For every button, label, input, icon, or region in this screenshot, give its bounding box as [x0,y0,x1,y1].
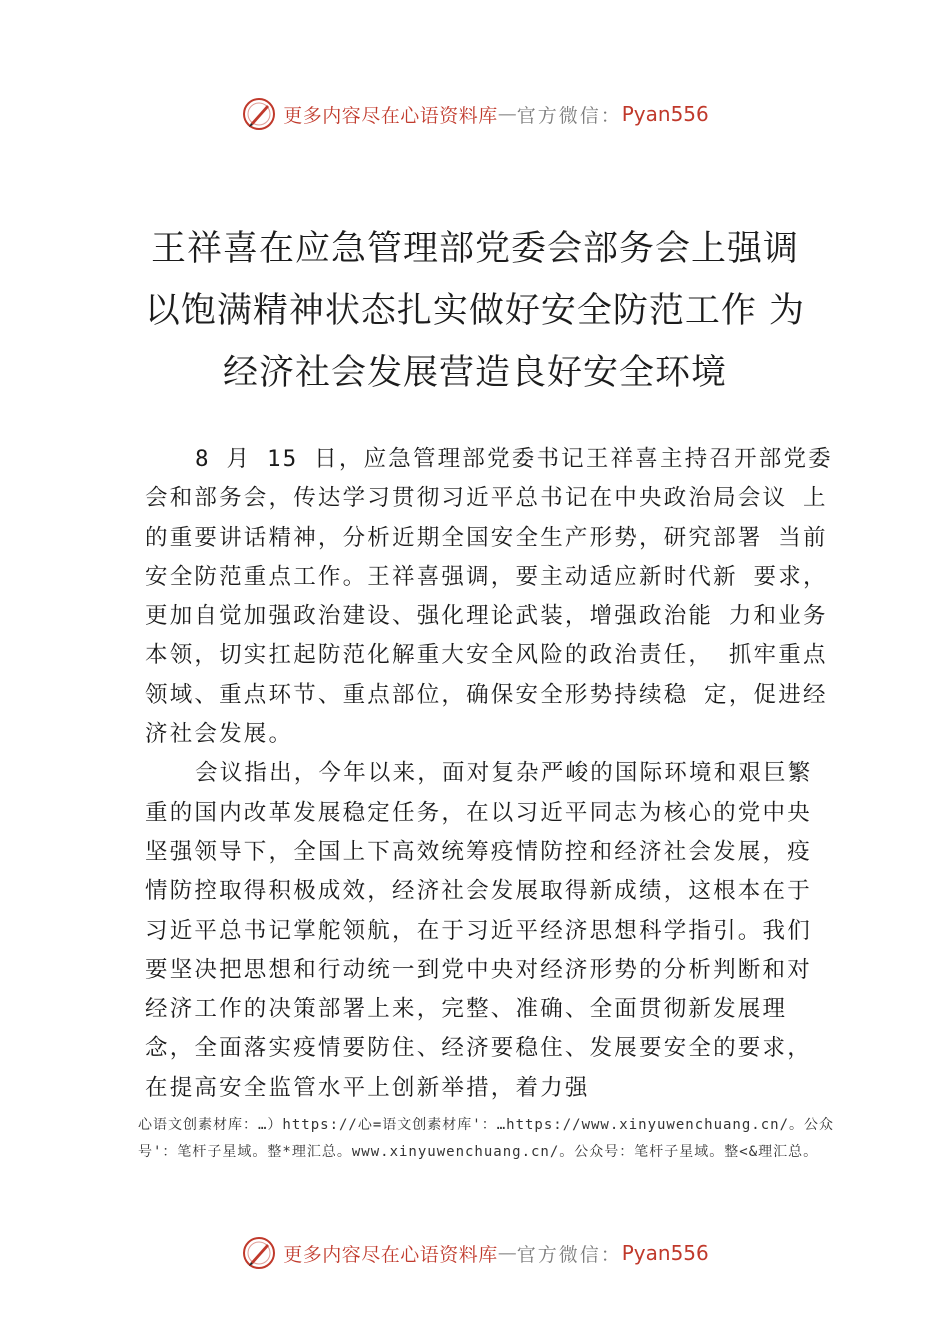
quill-pen-logo-icon [241,1235,277,1271]
banner-dash: — [497,1242,517,1264]
paragraph: 会议指出，今年以来，面对复杂严峻的国际环境和艰巨繁重的国内改革发展稳定任务，在以习近平同志为核心的党中央坚强领导下，全国上下高效统筹疫情防控和经济社会发展，疫情防控取得积极成效，经济社会发展取得新成绩，这根本在于习近平总书记掌舵领航，在于习近平经济思想科学指引。我们 要坚决把思想和行动统一到党中央对经济形势的分析判断和对经济工作的决策部署上来，完整、准确、全面贯彻新发展理念，全面落实疫情要防住、经济要稳住、发展要安全的要求，在提高安全监管水平上创新举措，着力强 [145,760,813,1101]
banner-wechat-id: Pyan556 [621,1241,709,1265]
title-line: 经济社会发展营造良好安全环境 [222,353,727,393]
banner-label: 官方微信： [516,1243,622,1266]
paragraph: 8 月 15 日，应急管理部党委书记王祥喜主持召开部党委会和部务会，传达学习贯彻习近平总书记在中央政治局会议 上的重要讲话精神，分析近期全国安全生产形势，研究部署 当前安全防范重点工作。王祥喜强调，要主动适应新时代新 要求，更加自觉加强政治建设、强化理论武装，增强政治能 力和业务本领，切实扛起防范化解重大安全风险的政治责任， 抓牢重点领域、重点环节、重点部位，确保安全形势持续稳 定，促进经济社会发展。 [145,446,833,748]
banner-wechat-id: Pyan556 [621,102,709,126]
title-line: 以饱满精神状态扎实做好安全防范工作 为 [144,291,806,331]
quill-pen-logo-icon [241,96,277,132]
banner-label: 官方微信： [516,104,622,127]
banner-text: 更多内容尽在心语资料库 [283,104,498,127]
header-banner [0,94,950,134]
title-line: 王祥喜在应急管理部党委会部务会上强调 [150,229,799,269]
banner-text: 更多内容尽在心语资料库 [283,1243,498,1266]
footnote: 心语文创素材库：…）https://心=语文创素材库'：…https://www.xinyuwenchuang.cn/。公众号'：笔杆子星域。整*理汇总。www.xinyuwenchuang.cn/。公众号：笔杆子星域。整<&理汇总。 [138,1117,835,1160]
article-title [0,218,950,404]
banner-dash: — [497,103,517,125]
article-body [145,440,835,1108]
footer-banner [0,1233,950,1273]
